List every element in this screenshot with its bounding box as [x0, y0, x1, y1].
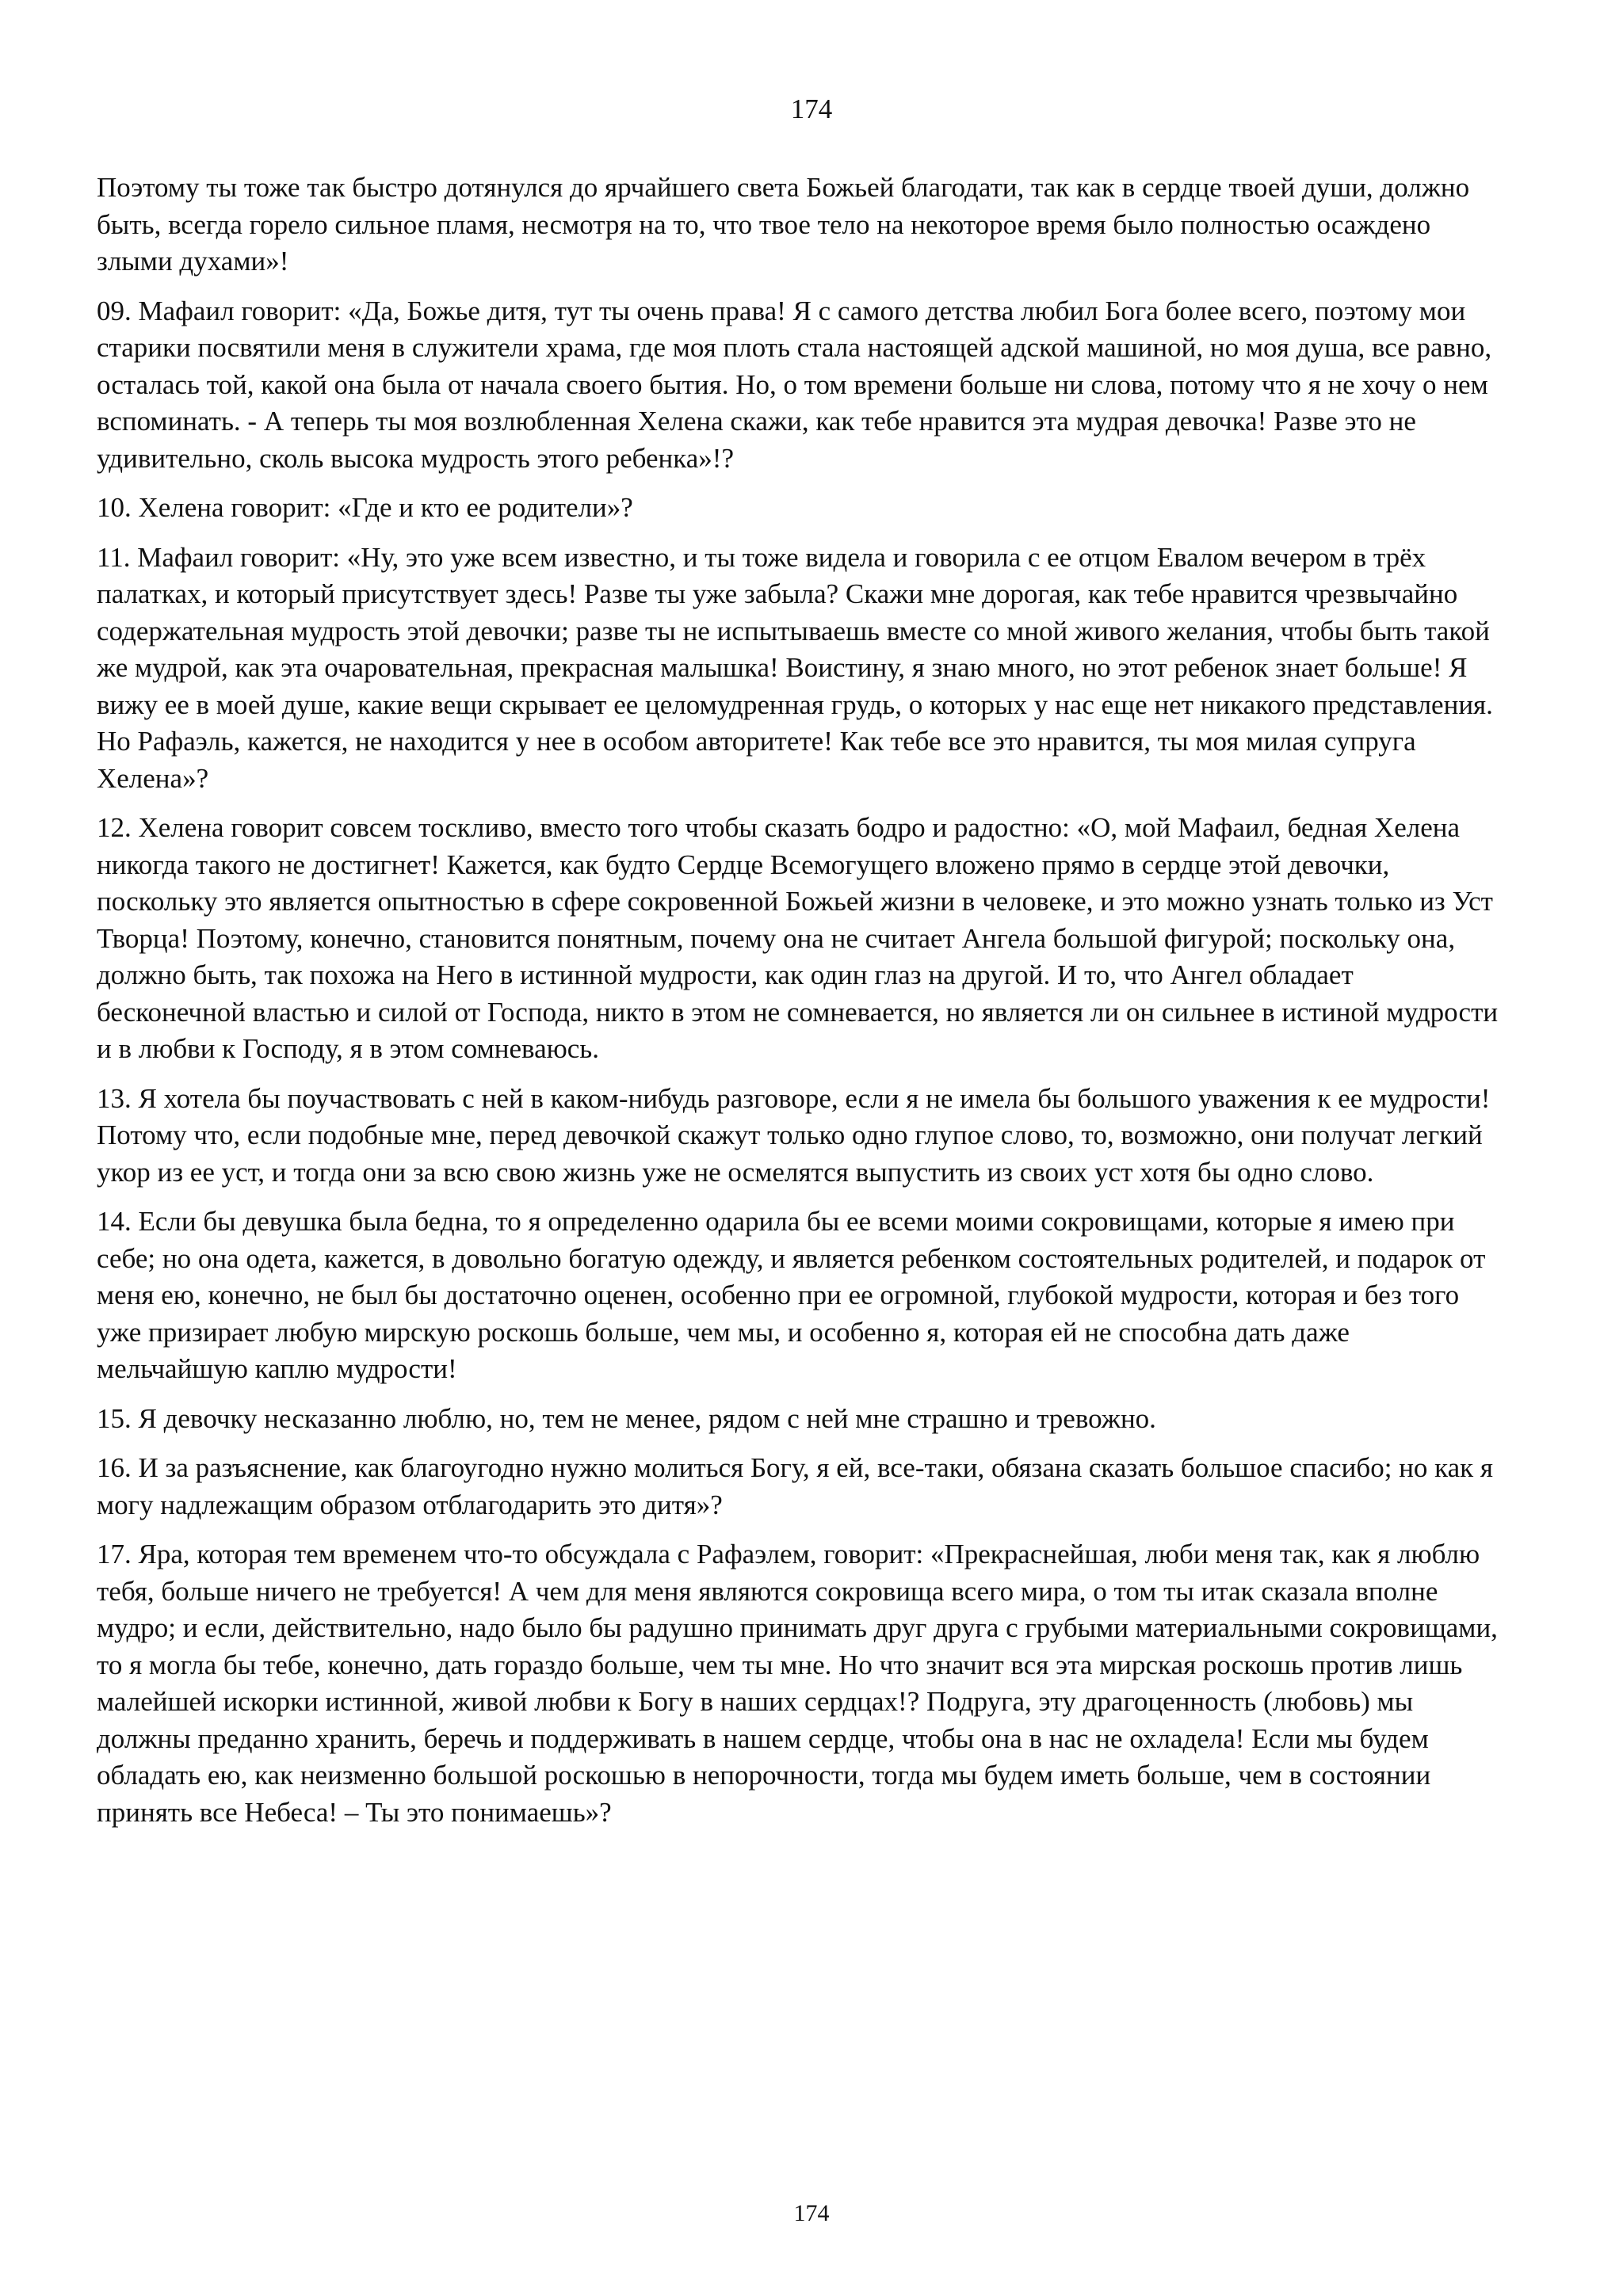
paragraph-2: 09. Мафаил говорит: «Да, Божье дитя, тут ты очень права! Я с самого детства любил Бога более всего, поэтому мои старики посвятили меня в служители храма, где моя плоть стала настоящей адской машиной, но моя душа, все равно, осталась той, какой она была от начала своего бытия. Но, о том времени больше ни слова, потому что я не хочу о нем вспоминать. - А теперь ты моя возлюбленная Хелена скажи, как тебе нравится эта мудрая девочка! Разве это не удивительно, сколь высока мудрость этого ребенка»!? — [97, 295, 1492, 474]
paragraph-10: 17. Яра, которая тем временем что-то обсуждала с Рафаэлем, говорит: «Прекраснейшая, люби меня так, как я люблю тебя, больше ничего не требуется! А чем для меня являются сокровища всего мира, о том ты итак сказала вполне мудро; и если, действительно, надо было бы радушно принимать друг друга с грубыми материальными сокровищами, то я могла бы тебе, конечно, дать гораздо больше, чем ты мне. Но что значит вся эта мирская роскошь против лишь малейшей искорки истинной, живой любви к Богу в наших сердцах!? Подруга, эту драгоценность (любовь) мы должны преданно хранить, беречь и поддерживать в нашем сердце, чтобы она в нас не охладела! Если мы будем обладать ею, как неизменно большой роскошью в непорочности, тогда мы будем иметь больше, чем в состоянии принять все Небеса! – Ты это понимаешь»? — [97, 1539, 1498, 1828]
paragraph-5: 12. Хелена говорит совсем тоскливо, вместо того чтобы сказать бодро и радостно: «О, мой Мафаил, бедная Хелена никогда такого не достигнет! Кажется, как будто Сердце Всемогущего вложено прямо в сердце этой девочки, поскольку это является опытностью в сфере сокровенной Божьей жизни в человеке, и это можно узнать только из Уст Творца! Поэтому, конечно, становится понятным, почему она не считает Ангела большой фигурой; поскольку она, должно быть, так похожа на Него в истинной мудрости, как один глаз на другой. И то, что Ангел обладает бесконечной властью и силой от Господа, никто в этом не сомневается, но является ли он сильнее в истиной мудрости и в любви к Господу, я в этом сомневаюсь. — [97, 812, 1499, 1064]
paragraph-6: 13. Я хотела бы поучаствовать с ней в каком-нибудь разговоре, если я не имела бы большого уважения к ее мудрости! Потому что, если подобные мне, перед девочкой скажут только одно глупое слово, то, возможно, они получат легкий укор из ее уст, и тогда они за всю свою жизнь уже не осмелятся выпустить из своих уст хотя бы одно слово. — [97, 1082, 1491, 1188]
document-body — [97, 170, 1501, 1844]
paragraph-1: Поэтому ты тоже так быстро дотянулся до ярчайшего света Божьей благодати, так как в сердце твоей души, должно быть, всегда горело сильное пламя, несмотря на то, что твое тело на некоторое время было полностью осаждено злыми духами»! — [97, 172, 1470, 277]
paragraph-4: 11. Мафаил говорит: «Ну, это уже всем известно, и ты тоже видела и говорила с ее отцом Евалом вечером в трёх палатках, и который присутствует здесь! Разве ты уже забыла? Скажи мне дорогая, как тебе нравится чрезвычайно содержательная мудрость этой девочки; разве ты не испытываешь вместе со мной живого желания, чтобы быть такой же мудрой, как эта очаровательная, прекрасная малышка! Воистину, я знаю много, но этот ребенок знает больше! Я вижу ее в моей душе, какие вещи скрывает ее целомудренная грудь, о которых у нас еще нет никакого представления. Но Рафаэль, кажется, не находится у нее в особом авторитете! Как тебе все это нравится, ты моя милая супруга Хелена»? — [97, 541, 1493, 794]
paragraph-9: 16. И за разъяснение, как благоугодно нужно молиться Богу, я ей, все-таки, обязана сказать большое спасибо; но как я могу надлежащим образом отблагодарить это дитя»? — [97, 1452, 1494, 1520]
page-number-bottom: 174 — [793, 2200, 830, 2226]
page-number-top: 174 — [790, 93, 833, 124]
paragraph-3: 10. Хелена говорит: «Где и кто ее родители»? — [97, 492, 633, 523]
paragraph-7: 14. Если бы девушка была бедна, то я определенно одарила бы ее всеми моими сокровищами, которые я имею при себе; но она одета, кажется, в довольно богатую одежду, и является ребенком состоятельных родителей, и подарок от меня ею, конечно, не был бы достаточно оценен, особенно при ее огромной, глубокой мудрости, которая и без того уже призирает любую мирскую роскошь больше, чем мы, и особенно я, которая ей не способна дать даже мельчайшую каплю мудрости! — [97, 1206, 1486, 1384]
paragraph-8: 15. Я девочку несказанно люблю, но, тем не менее, рядом с ней мне страшно и тревожно. — [97, 1402, 1156, 1434]
